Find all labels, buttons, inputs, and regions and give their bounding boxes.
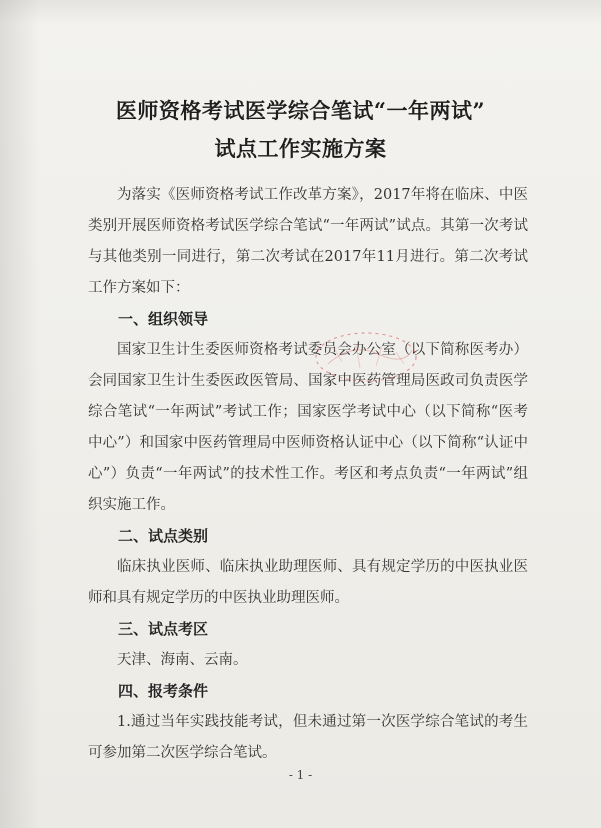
categories-paragraph: 临床执业医师、临床执业助理医师、具有规定学历的中医执业医师和具有规定学历的中医执业助理医师。 — [88, 559, 528, 606]
document-title — [0, 92, 601, 168]
title-line-1: 医师资格考试医学综合笔试“一年两试” — [115, 98, 486, 123]
title-line-2: 试点工作实施方案 — [214, 136, 387, 161]
organization-paragraph: 国家卫生计生委医师资格考试委员会办公室（以下简称医考办）会同国家卫生计生委医政医管局、国家中医药管理局医政司负责医学综合笔试“一年两试”考试工作；国家医学考试中心（以下简称“医考中心”）和国家中医药管理局中医师资格认证中心（以下简称“认证中心”）负责“一年两试”的技术性工作。考区和考点负责“一年两试”组织实施工作。 — [88, 342, 528, 513]
page-shadow-top — [0, 0, 601, 24]
page-number: - 1 - — [288, 768, 313, 782]
conditions-paragraph: 1.通过当年实践技能考试，但未通过第一次医学综合笔试的考生可参加第二次医学综合笔试。 — [88, 714, 528, 761]
intro-paragraph: 为落实《医师资格考试工作改革方案》，2017年将在临床、中医类别开展医师资格考试医学综合笔试“一年两试”试点。其第一次考试与其他类别一同进行，第二次考试在2017年11月进行。第二次考试工作方案如下： — [88, 187, 528, 296]
section-heading-conditions: 四、报考条件 — [118, 682, 209, 700]
document-body — [88, 180, 528, 769]
regions-paragraph: 天津、海南、云南。 — [117, 652, 248, 668]
section-heading-regions: 三、试点考区 — [118, 620, 209, 638]
section-heading-organization: 一、组织领导 — [118, 310, 209, 328]
section-heading-categories: 二、试点类别 — [118, 527, 209, 545]
